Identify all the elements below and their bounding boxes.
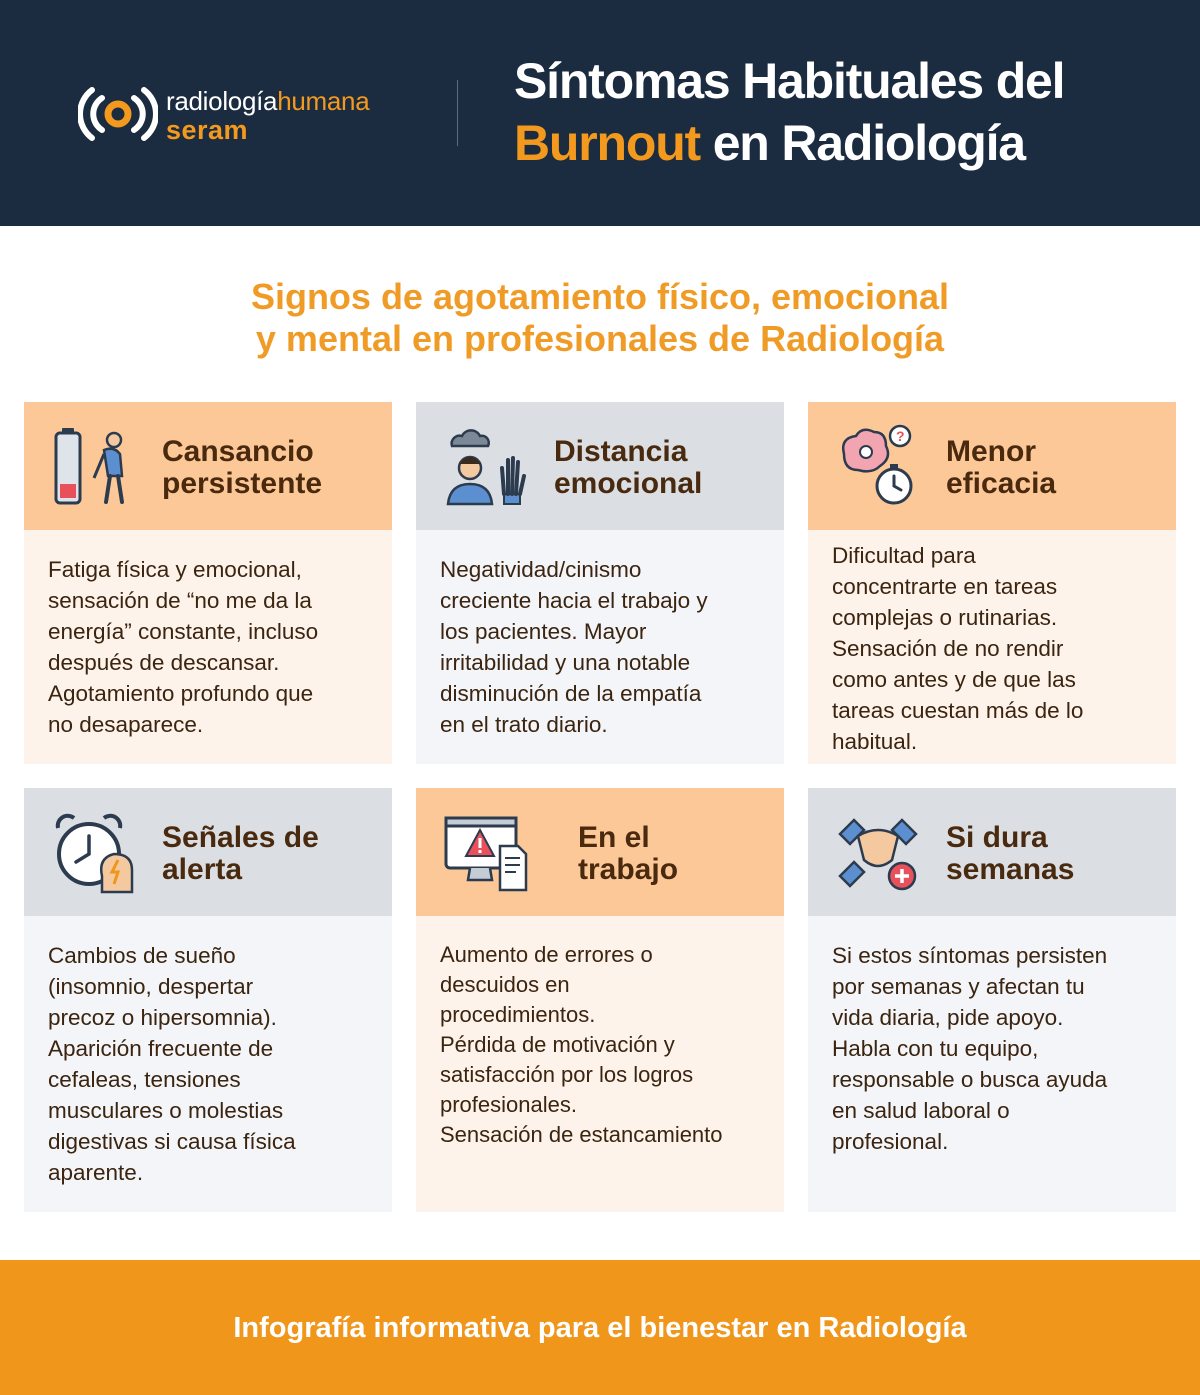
brand-part2: humana — [277, 86, 370, 116]
card-body — [416, 916, 784, 1212]
card-text: Si estos síntomas persisten por semanas y afectan tu vida diaria, pide apoyo. Habla con tu equipo, responsable o busca ayuda en salud laboral o profesional. — [832, 943, 1108, 1154]
card-text: Dificultad para concentrarte en tareas complejas o rutinarias. Sensación de no rendir como antes y de que las tareas cuestan más de lo habitual. — [832, 543, 1084, 754]
card-trabajo — [416, 788, 784, 1212]
card-title: Cansancio persistente — [162, 435, 323, 500]
subtitle-line1: Signos de agotamiento físico, emocional — [250, 276, 950, 317]
card-senales — [24, 788, 392, 1212]
card-semanas — [808, 788, 1176, 1212]
card-header — [24, 788, 392, 916]
svg-text:?: ? — [896, 428, 905, 444]
card-title: Menor eficacia — [946, 435, 1057, 500]
card-text: Cambios de sueño (insomnio, despertar precoz o hipersomnia). Aparición frecuente de cefaleas, tensiones musculares o molestias digestivas si causa física aparente. — [48, 943, 296, 1185]
brand — [166, 86, 369, 144]
subtitle — [0, 276, 1200, 360]
header-divider — [457, 80, 458, 146]
card-body — [808, 530, 1176, 764]
card-header — [24, 402, 392, 530]
brain-question-stopwatch-icon — [836, 424, 920, 508]
card-cansancio — [24, 402, 392, 764]
card-header — [416, 402, 784, 530]
monitor-warning-document-icon — [444, 810, 528, 894]
card-eficacia — [808, 402, 1176, 764]
card-distancia — [416, 402, 784, 764]
title-highlight: Burnout — [514, 115, 700, 171]
card-title: Si dura semanas — [946, 821, 1075, 886]
handshake-medical-cross-icon — [836, 810, 920, 894]
subtitle-line2: y mental en profesionales de Radiología — [255, 318, 945, 359]
low-battery-tired-person-icon — [52, 424, 136, 508]
footer — [0, 1260, 1200, 1395]
card-title: Distancia emocional — [554, 435, 703, 500]
card-text: Fatiga física y emocional, sensación de “no me da la energía” constante, incluso después de descansar. Agotamiento profundo que no desaparece. — [48, 557, 319, 737]
footer-text: Infografía informativa para el bienestar en Radiología — [233, 1312, 967, 1344]
card-title: En el trabajo — [578, 821, 679, 886]
card-header — [808, 788, 1176, 916]
brand-sub: seram — [166, 115, 249, 145]
person-cloud-stop-hand-icon — [444, 424, 528, 508]
header — [0, 0, 1200, 226]
card-header — [808, 402, 1176, 530]
page-title — [514, 50, 1174, 174]
title-line1: Síntomas Habituales del — [514, 53, 1065, 109]
title-line2 — [514, 112, 1174, 174]
card-body — [24, 530, 392, 764]
card-text: Negatividad/cinismo creciente hacia el trabajo y los pacientes. Mayor irritabilidad y una notable disminución de la empatía en el trato diario. — [440, 557, 708, 737]
card-text: Aumento de errores o descuidos en procedimientos. Pérdida de motivación y satisfacción por los logros profesionales. Sensación de estancamiento — [440, 942, 723, 1147]
title-line2-rest: en Radiología — [700, 115, 1025, 171]
card-body — [416, 530, 784, 764]
card-body — [24, 916, 392, 1212]
brand-part1: radiología — [166, 86, 278, 116]
card-header — [416, 788, 784, 916]
brand-name — [166, 86, 369, 116]
card-body — [808, 916, 1176, 1212]
alarm-clock-head-lightning-icon — [52, 810, 136, 894]
broadcast-logo-icon — [78, 82, 158, 146]
card-title: Señales de alerta — [162, 821, 319, 886]
